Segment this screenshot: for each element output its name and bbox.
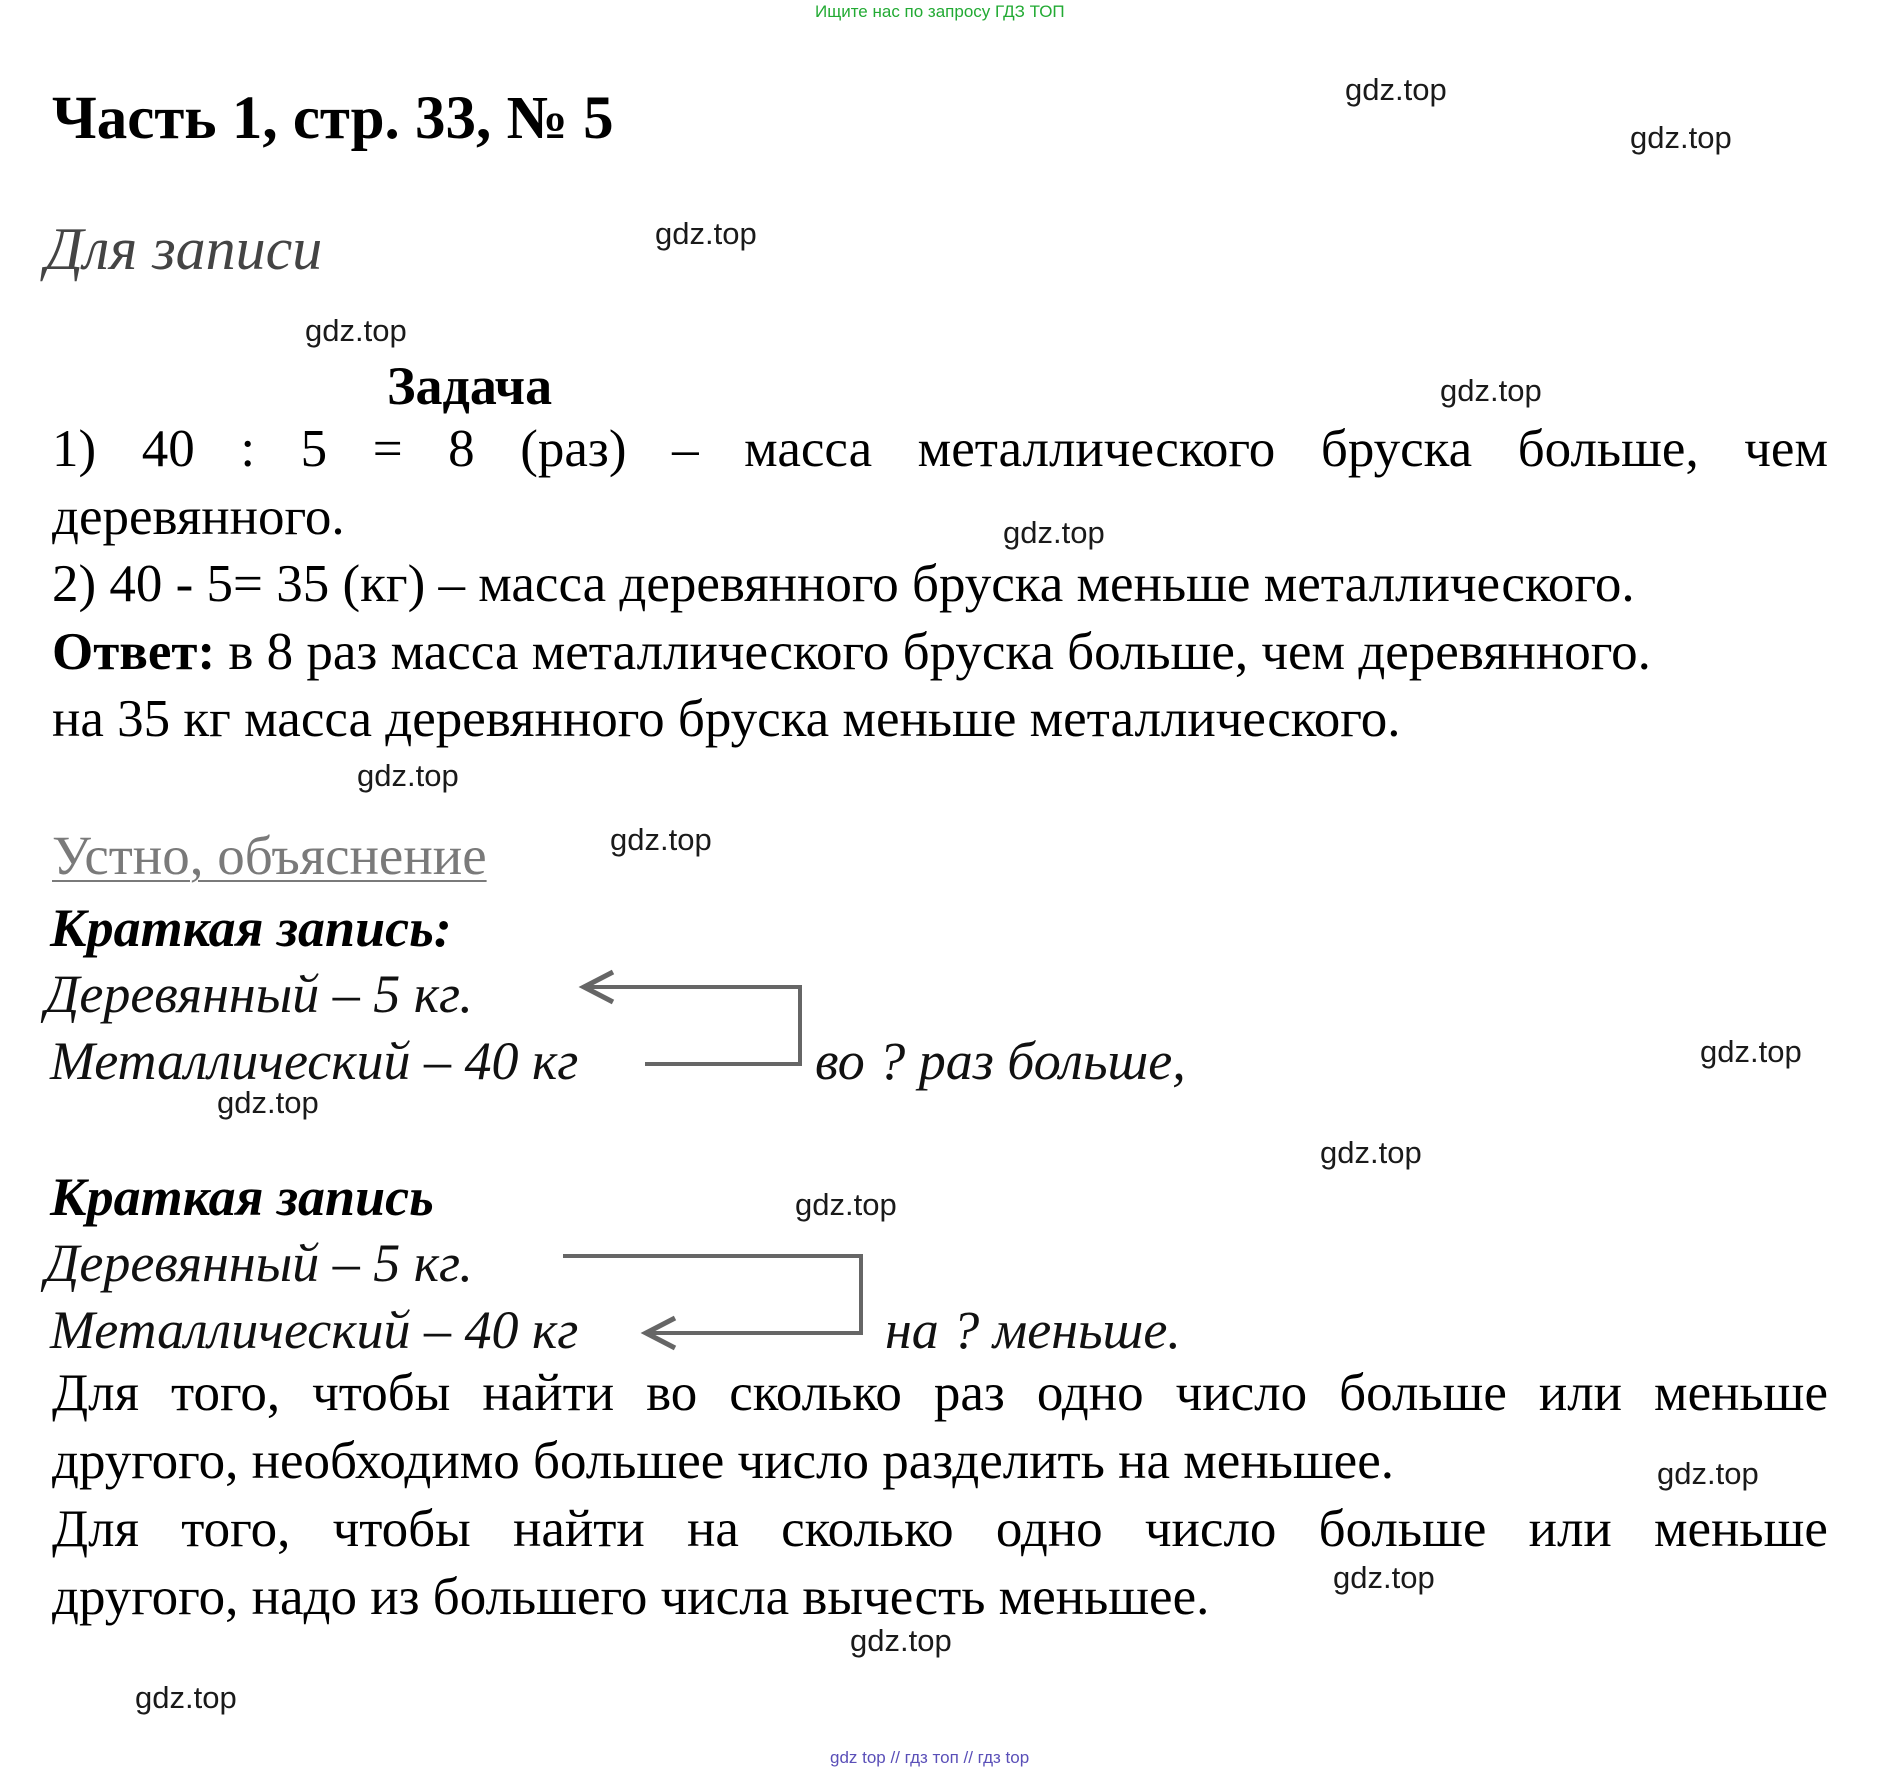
token: того, — [170, 1364, 281, 1422]
watermark: gdz.top — [795, 1187, 897, 1222]
watermark: gdz.top — [1333, 1560, 1435, 1595]
watermark: gdz.top — [1003, 515, 1105, 550]
rule-2-line-2: другого, надо из большего числа вычесть меньшее. — [52, 1568, 1210, 1626]
task-heading: Задача — [387, 356, 553, 416]
rule-1-line-2: другого, необходимо большее число разделить на меньшее. — [52, 1432, 1394, 1490]
token: найти — [512, 1500, 645, 1558]
token: меньше — [1654, 1364, 1828, 1422]
page-title: Часть 1, стр. 33, № 5 — [52, 85, 614, 152]
token: 1) — [52, 420, 97, 478]
token: 5 — [300, 420, 328, 478]
short-note-1-question: во ? раз больше, — [815, 1031, 1186, 1091]
subtitle: Для записи — [45, 216, 323, 282]
short-note-1-wood: Деревянный – 5 кг. — [45, 964, 473, 1024]
token: сколько — [729, 1364, 902, 1422]
watermark: gdz.top — [1657, 1456, 1759, 1491]
token: (раз) — [520, 420, 627, 478]
token: больше — [1318, 1500, 1487, 1558]
token: металлического — [917, 420, 1276, 478]
oral-title: Устно, объяснение — [52, 825, 487, 886]
token: 40 — [141, 420, 195, 478]
solution-line-2: 2) 40 - 5= 35 (кг) – масса деревянного бруска меньше металлического. — [52, 555, 1635, 613]
watermark: gdz.top — [1440, 373, 1542, 408]
token: или — [1528, 1500, 1612, 1558]
token: больше — [1339, 1364, 1507, 1422]
token: = — [372, 420, 403, 478]
token: чтобы — [312, 1364, 451, 1422]
token: больше, — [1517, 420, 1699, 478]
short-note-2-question: на ? меньше. — [885, 1300, 1181, 1360]
token: раз — [933, 1364, 1005, 1422]
rule-2-line-1 — [52, 1500, 1828, 1558]
token: Для — [52, 1364, 139, 1422]
token: 8 — [448, 420, 475, 478]
watermark: gdz.top — [305, 313, 407, 348]
watermark: gdz.top — [655, 216, 757, 251]
token: найти — [482, 1364, 615, 1422]
token: сколько — [781, 1500, 954, 1558]
token: масса — [744, 420, 873, 478]
answer-label: Ответ: — [52, 623, 216, 681]
top-banner: Ищите нас по запросу ГДЗ ТОП — [815, 2, 1065, 21]
token: на — [686, 1500, 739, 1558]
token: или — [1538, 1364, 1623, 1422]
short-note-2-metal: Металлический – 40 кг — [50, 1300, 579, 1360]
watermark: gdz.top — [1630, 120, 1732, 155]
token: Для — [52, 1500, 139, 1558]
watermark: gdz.top — [135, 1680, 237, 1715]
token: того, — [181, 1500, 291, 1558]
short-note-1-metal: Металлический – 40 кг — [50, 1031, 579, 1091]
short-note-2-title: Краткая запись — [50, 1167, 434, 1227]
watermark: gdz.top — [850, 1623, 952, 1658]
rule-1-line-1 — [52, 1364, 1828, 1422]
token: – — [672, 420, 699, 478]
token: во — [646, 1364, 698, 1422]
token: бруска — [1320, 420, 1473, 478]
watermark: gdz.top — [217, 1085, 319, 1120]
token: : — [240, 420, 256, 478]
watermark: gdz.top — [1700, 1034, 1802, 1069]
token: одно — [995, 1500, 1103, 1558]
watermark: gdz.top — [1345, 72, 1447, 107]
solution-line-1-cont: деревянного. — [52, 488, 345, 546]
answer-text: в 8 раз масса металлического бруска больше, чем деревянного. — [215, 623, 1651, 681]
token: число — [1175, 1364, 1308, 1422]
token: одно — [1036, 1364, 1144, 1422]
watermark: gdz.top — [1320, 1135, 1422, 1170]
short-note-2-wood: Деревянный – 5 кг. — [45, 1233, 473, 1293]
watermark: gdz.top — [357, 758, 459, 793]
bottom-banner: gdz top // гдз топ // гдз top — [830, 1748, 1030, 1767]
watermark: gdz.top — [610, 822, 712, 857]
token: число — [1144, 1500, 1277, 1558]
token: меньше — [1653, 1500, 1828, 1558]
answer-line-2: на 35 кг масса деревянного бруска меньше металлического. — [52, 690, 1401, 748]
token: чем — [1744, 420, 1828, 478]
token: чтобы — [332, 1500, 471, 1558]
short-note-1-title: Краткая запись: — [50, 898, 452, 958]
